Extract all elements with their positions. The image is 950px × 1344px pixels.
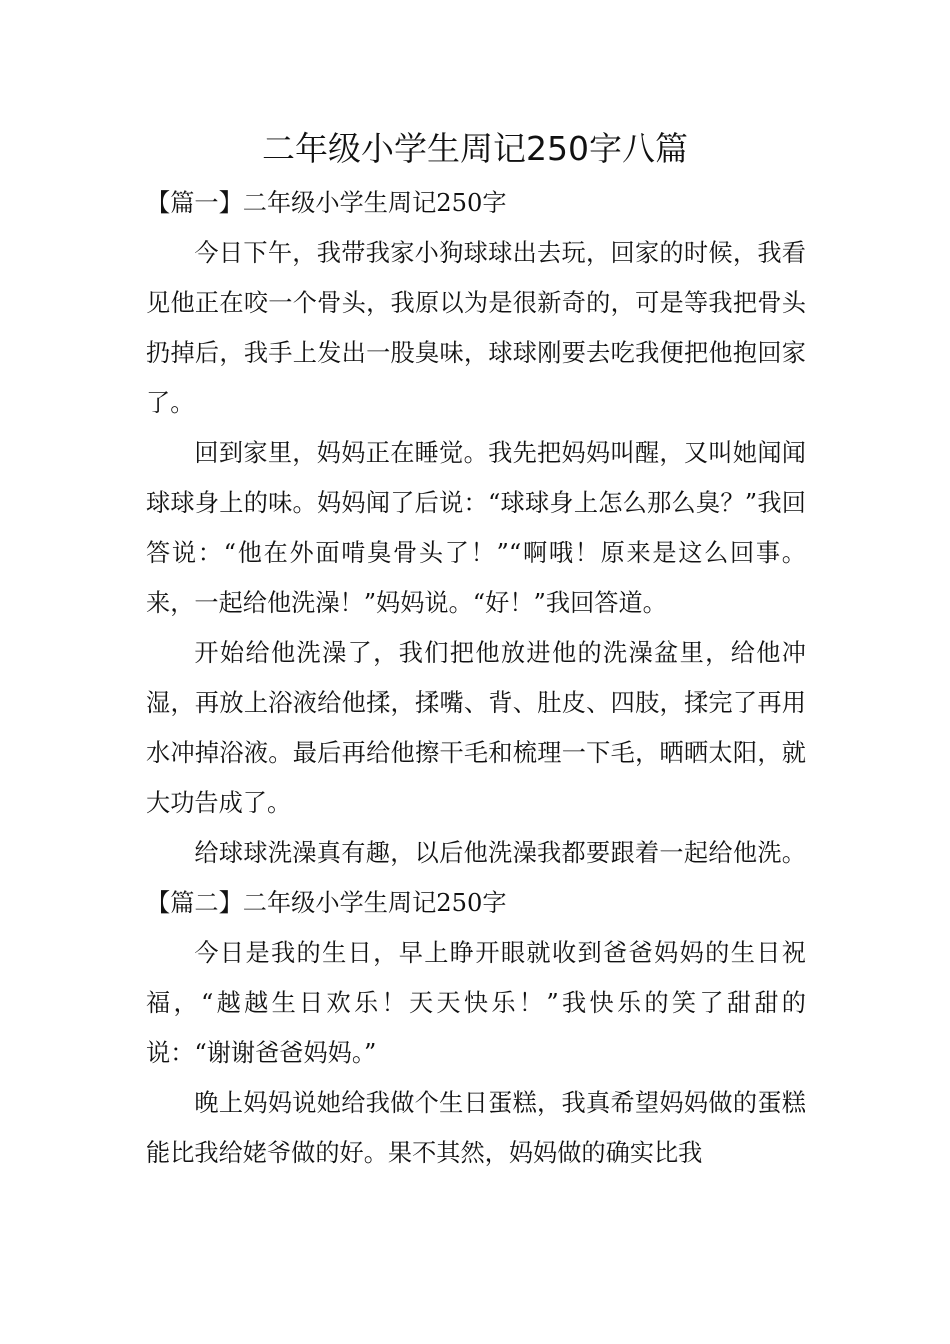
paragraph: 晚上妈妈说她给我做个生日蛋糕，我真希望妈妈做的蛋糕能比我给姥爷做的好。果不其然，妈妈做的确实比我 <box>146 1089 806 1167</box>
paragraph-text: 给球球洗澡真有趣，以后他洗澡我都要跟着一起给他洗。 <box>194 839 806 867</box>
section-heading-1: 【篇一】二年级小学生周记250字 <box>146 189 507 217</box>
section-heading-2: 【篇二】二年级小学生周记250字 <box>146 889 507 917</box>
paragraph: 回到家里，妈妈正在睡觉。我先把妈妈叫醒，又叫她闻闻球球身上的味。妈妈闻了后说：“球球身上怎么那么臭？”我回答说：“他在外面啃臭骨头了！”“啊哦！原来是这么回事。来，一起给他洗澡！”妈妈说。“好！”我回答道。 <box>146 439 806 617</box>
document-body <box>146 178 806 1178</box>
paragraph-with-heading <box>146 828 806 928</box>
paragraph: 今日是我的生日，早上睁开眼就收到爸爸妈妈的生日祝福，“越越生日欢乐！天天快乐！”我快乐的笑了甜甜的说：“谢谢爸爸妈妈。” <box>146 939 806 1067</box>
document-title: 二年级小学生周记250字八篇 <box>262 129 688 168</box>
paragraph: 今日下午，我带我家小狗球球出去玩，回家的时候，我看见他正在咬一个骨头，我原以为是很新奇的，可是等我把骨头扔掉后，我手上发出一股臭味，球球刚要去吃我便把他抱回家了。 <box>146 239 806 417</box>
paragraph: 开始给他洗澡了，我们把他放进他的洗澡盆里，给他冲湿，再放上浴液给他揉，揉嘴、背、肚皮、四肢，揉完了再用水冲掉浴液。最后再给他擦干毛和梳理一下毛，晒晒太阳，就大功告成了。 <box>146 639 806 817</box>
